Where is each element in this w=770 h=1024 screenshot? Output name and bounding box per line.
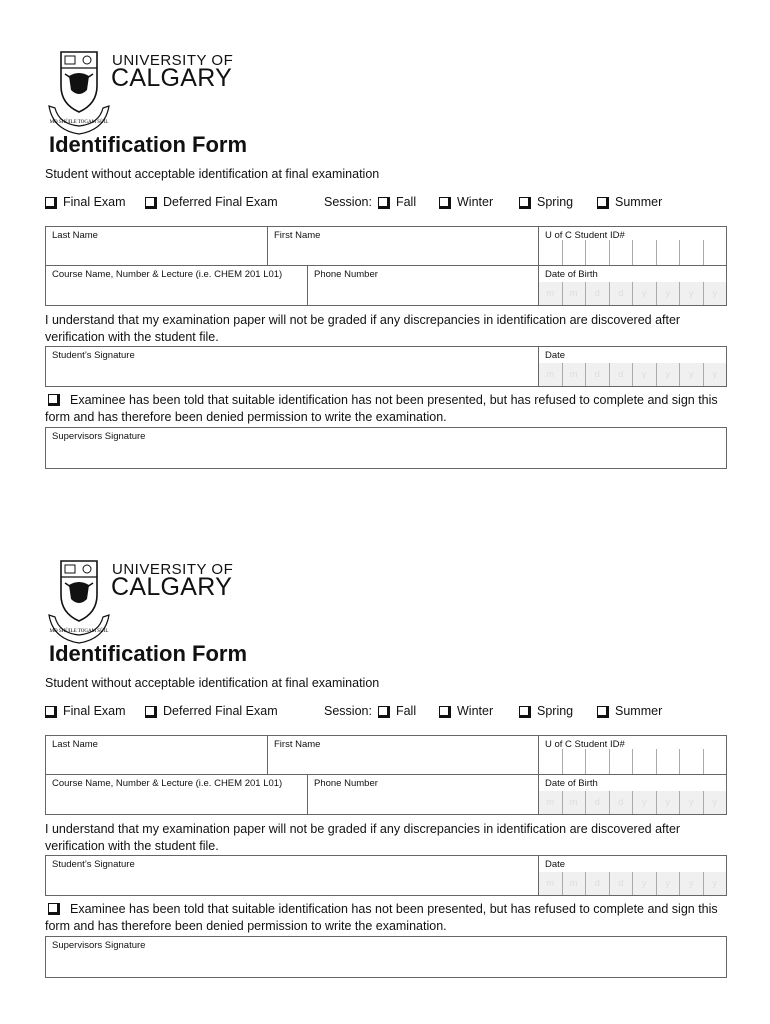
date-placeholder[interactable]: y <box>679 872 703 895</box>
digit-box[interactable] <box>539 240 562 265</box>
session-label: Session: <box>324 704 372 718</box>
option-label: Summer <box>615 704 663 718</box>
dob-placeholder[interactable]: y <box>632 791 656 814</box>
student-signature-field[interactable] <box>45 855 539 896</box>
date-placeholder[interactable]: y <box>656 363 680 386</box>
field-label: First Name <box>274 739 321 750</box>
checkbox-icon[interactable] <box>378 197 388 207</box>
form-subtitle: Student without acceptable identification at final examination <box>45 676 380 690</box>
first-name-field[interactable] <box>267 735 539 775</box>
first-name-field[interactable] <box>267 226 539 266</box>
student-id-field[interactable] <box>538 226 727 266</box>
option-session-fall[interactable] <box>324 704 416 718</box>
field-label: Phone Number <box>314 269 378 280</box>
form-subtitle: Student without acceptable identification at final examination <box>45 167 380 181</box>
digit-box[interactable] <box>609 240 633 265</box>
date-placeholder[interactable]: y <box>632 872 656 895</box>
digit-box[interactable] <box>585 240 609 265</box>
checkbox-icon[interactable] <box>378 706 388 716</box>
checkbox-icon[interactable] <box>439 706 449 716</box>
dob-placeholder[interactable]: m <box>546 797 555 808</box>
session-label: Session: <box>324 195 372 209</box>
option-label: Deferred Final Exam <box>163 195 278 209</box>
student-id-digit-boxes[interactable] <box>539 240 726 265</box>
logo-line-2: CALGARY <box>111 64 233 92</box>
form-title: Identification Form <box>49 132 247 157</box>
option-label: Final Exam <box>63 195 126 209</box>
refusal-statement <box>45 901 725 935</box>
statement-text: I understand that my examination paper will not be graded if any discrepancies in identification are discovered after verification with the student file. <box>45 822 681 853</box>
date-placeholder[interactable]: d <box>609 363 633 386</box>
option-session-summer[interactable] <box>597 704 662 718</box>
field-label: Last Name <box>52 230 98 241</box>
phone-field[interactable] <box>307 774 539 815</box>
refusal-text: Examinee has been told that suitable identification has not been presented, but has refused to complete and sign this form and has therefore been denied permission to write the examination. <box>45 902 718 933</box>
field-label: Date of Birth <box>545 269 598 280</box>
field-label: First Name <box>274 230 321 241</box>
date-placeholder[interactable]: m <box>562 872 586 895</box>
field-label: U of C Student ID# <box>545 739 625 750</box>
exam-options <box>45 704 735 724</box>
field-label: Date of Birth <box>545 778 598 789</box>
checkbox-icon[interactable] <box>48 903 58 913</box>
option-label: Spring <box>537 704 574 718</box>
date-placeholder[interactable]: y <box>679 363 703 386</box>
field-label: Date <box>545 859 566 870</box>
option-label: Deferred Final Exam <box>163 704 278 718</box>
crest-motto: MO SHÙILE TOGAM SÙIL <box>49 120 109 125</box>
course-field[interactable] <box>45 774 308 815</box>
exam-options <box>45 195 735 215</box>
date-digit-boxes[interactable] <box>539 363 726 386</box>
checkbox-icon[interactable] <box>48 394 58 404</box>
last-name-field[interactable] <box>45 735 268 775</box>
checkbox-icon[interactable] <box>597 706 607 716</box>
option-final-exam[interactable] <box>45 704 126 718</box>
dob-placeholder[interactable]: d <box>585 791 609 814</box>
field-label: Student’s Signature <box>52 859 135 870</box>
option-label: Summer <box>615 195 663 209</box>
option-final-exam[interactable] <box>45 195 126 209</box>
field-label: Phone Number <box>314 778 378 789</box>
option-label: Final Exam <box>63 704 126 718</box>
last-name-field[interactable] <box>45 226 268 266</box>
dob-placeholder[interactable]: y <box>679 282 703 305</box>
dob-digit-boxes[interactable] <box>539 791 726 814</box>
digit-box[interactable] <box>632 240 656 265</box>
identification-form-1 <box>0 40 770 510</box>
identification-form-2 <box>0 549 770 1019</box>
dob-placeholder[interactable]: d <box>609 282 633 305</box>
form-title: Identification Form <box>49 641 247 666</box>
date-digit-boxes[interactable] <box>539 872 726 895</box>
option-session-winter[interactable] <box>439 195 493 209</box>
digit-box[interactable] <box>585 749 609 774</box>
field-label: Last Name <box>52 739 98 750</box>
field-label: Course Name, Number & Lecture (i.e. CHEM 201 L01) <box>52 778 283 789</box>
dob-placeholder[interactable]: y <box>656 282 680 305</box>
dob-placeholder[interactable]: d <box>609 791 633 814</box>
option-session-spring[interactable] <box>519 195 573 209</box>
university-logo <box>45 555 235 647</box>
date-placeholder[interactable]: m <box>546 369 555 380</box>
dob-placeholder[interactable]: y <box>703 282 727 305</box>
field-label: Course Name, Number & Lecture (i.e. CHEM 201 L01) <box>52 269 283 280</box>
digit-box[interactable] <box>679 240 703 265</box>
date-placeholder[interactable]: y <box>703 872 727 895</box>
option-label: Winter <box>457 704 494 718</box>
digit-box[interactable] <box>656 240 680 265</box>
option-label: Fall <box>395 195 417 209</box>
field-label: Supervisors Signature <box>52 431 146 442</box>
checkbox-icon[interactable] <box>45 197 55 207</box>
checkbox-icon[interactable] <box>597 197 607 207</box>
signature-date-field[interactable] <box>538 346 727 387</box>
checkbox-icon[interactable] <box>45 706 55 716</box>
date-placeholder[interactable]: d <box>609 872 633 895</box>
dob-placeholder[interactable]: y <box>656 791 680 814</box>
dob-placeholder[interactable]: y <box>703 791 727 814</box>
field-label: Student’s Signature <box>52 350 135 361</box>
dob-digit-boxes[interactable] <box>539 282 726 305</box>
checkbox-icon[interactable] <box>519 706 529 716</box>
date-of-birth-field[interactable] <box>538 265 727 306</box>
crest-icon <box>45 555 113 647</box>
option-session-summer[interactable] <box>597 195 662 209</box>
field-label: Supervisors Signature <box>52 940 146 951</box>
date-placeholder[interactable]: d <box>585 872 609 895</box>
option-session-winter[interactable] <box>439 704 493 718</box>
date-placeholder[interactable]: d <box>585 363 609 386</box>
digit-box[interactable] <box>703 749 727 774</box>
option-session-spring[interactable] <box>519 704 573 718</box>
date-placeholder[interactable]: y <box>656 872 680 895</box>
dob-placeholder[interactable]: m <box>562 282 586 305</box>
option-deferred-final-exam[interactable] <box>145 195 278 209</box>
crest-motto: MO SHÙILE TOGAM SÙIL <box>49 629 109 634</box>
checkbox-icon[interactable] <box>145 197 155 207</box>
statement-text: I understand that my examination paper will not be graded if any discrepancies in identification are discovered after verification with the student file. <box>45 313 681 344</box>
digit-box[interactable] <box>632 749 656 774</box>
logo-line-2: CALGARY <box>111 573 233 601</box>
refusal-text: Examinee has been told that suitable identification has not been presented, but has refused to complete and sign this form and has therefore been denied permission to write the examination. <box>45 393 718 424</box>
supervisor-signature-field[interactable] <box>45 936 727 978</box>
checkbox-icon[interactable] <box>439 197 449 207</box>
date-of-birth-field[interactable] <box>538 774 727 815</box>
supervisor-signature-field[interactable] <box>45 427 727 469</box>
checkbox-icon[interactable] <box>145 706 155 716</box>
option-session-fall[interactable] <box>324 195 416 209</box>
student-signature-field[interactable] <box>45 346 539 387</box>
dob-placeholder[interactable]: d <box>585 282 609 305</box>
digit-box[interactable] <box>656 749 680 774</box>
field-label: U of C Student ID# <box>545 230 625 241</box>
option-label: Winter <box>457 195 494 209</box>
course-field[interactable] <box>45 265 308 306</box>
field-label: Date <box>545 350 566 361</box>
option-label: Fall <box>395 704 417 718</box>
digit-box[interactable] <box>562 240 586 265</box>
date-placeholder[interactable]: y <box>703 363 727 386</box>
option-label: Spring <box>537 195 574 209</box>
date-placeholder[interactable]: y <box>632 363 656 386</box>
logo-line-1: UNIVERSITY OF <box>112 561 234 578</box>
logo-line-1: UNIVERSITY OF <box>112 52 234 69</box>
digit-box[interactable] <box>679 749 703 774</box>
dob-placeholder[interactable]: m <box>546 288 555 299</box>
student-id-field[interactable] <box>538 735 727 775</box>
dob-placeholder[interactable]: y <box>632 282 656 305</box>
digit-box[interactable] <box>539 749 562 774</box>
digit-box[interactable] <box>609 749 633 774</box>
university-logo <box>45 46 235 138</box>
dob-placeholder[interactable]: y <box>679 791 703 814</box>
student-id-digit-boxes[interactable] <box>539 749 726 774</box>
date-placeholder[interactable]: m <box>546 878 555 889</box>
date-placeholder[interactable]: m <box>562 363 586 386</box>
dob-placeholder[interactable]: m <box>562 791 586 814</box>
option-deferred-final-exam[interactable] <box>145 704 278 718</box>
checkbox-icon[interactable] <box>519 197 529 207</box>
crest-icon <box>45 46 113 138</box>
phone-field[interactable] <box>307 265 539 306</box>
digit-box[interactable] <box>703 240 727 265</box>
digit-box[interactable] <box>562 749 586 774</box>
signature-date-field[interactable] <box>538 855 727 896</box>
refusal-statement <box>45 392 725 426</box>
